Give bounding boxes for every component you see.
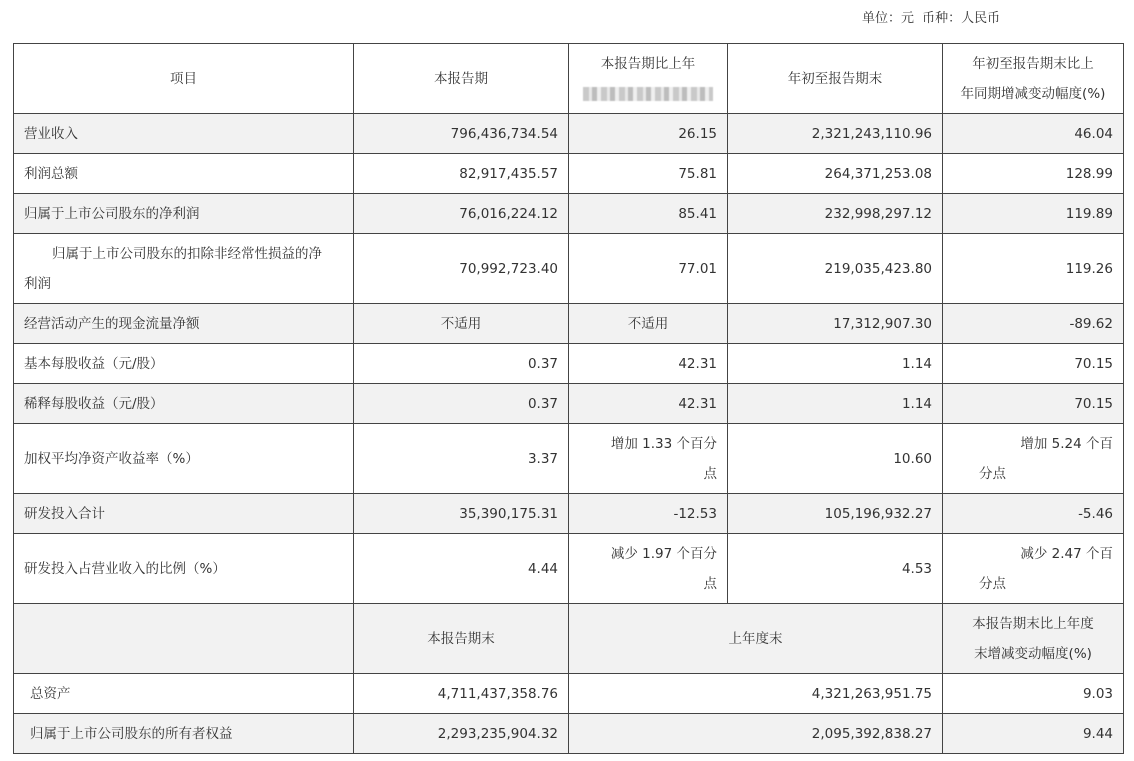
table-row (14, 424, 1124, 494)
header-item: 项目 (14, 44, 354, 114)
cell-period-end: 2,293,235,904.32 (354, 714, 569, 754)
table-header-row (14, 44, 1124, 114)
unit-currency-note (862, 7, 1102, 27)
cell-ytd-change: 128.99 (943, 154, 1124, 194)
header-ytd-vs-last (943, 44, 1124, 114)
cell-current: 3.37 (354, 424, 569, 494)
balance-header-row (14, 604, 1124, 674)
cell-change: 不适用 (569, 304, 728, 344)
currency-label: 币种：人民币 (922, 11, 1001, 26)
cell-ytd-change-line2: 分点 (979, 465, 1006, 482)
row-label-line1: 归属于上市公司股东的扣除非经常性损益的净 (52, 245, 322, 262)
cell-current: 796,436,734.54 (354, 114, 569, 154)
cell-current: 0.37 (354, 344, 569, 384)
cell-ytd-change (943, 424, 1124, 494)
unit-label: 单位：元 (862, 11, 915, 26)
table-row (14, 344, 1124, 384)
cell-ytd: 1.14 (728, 384, 943, 424)
cell-ytd: 105,196,932.27 (728, 494, 943, 534)
cell-ytd-change: 46.04 (943, 114, 1124, 154)
cell-current: 不适用 (354, 304, 569, 344)
header-current-vs-last-text: 本报告期比上年 (600, 55, 696, 72)
balance-header-change-line1: 本报告期末比上年度 (972, 615, 1094, 632)
cell-ytd-change: 119.89 (943, 194, 1124, 234)
cell-current: 70,992,723.40 (354, 234, 569, 304)
balance-header-last-year-end: 上年度末 (569, 604, 943, 674)
cell-ytd: 2,321,243,110.96 (728, 114, 943, 154)
cell-ytd-change-line1: 增加 5.24 个百 (1020, 435, 1113, 452)
cell-change: 26.15 (569, 114, 728, 154)
cell-last-year-end: 4,321,263,951.75 (569, 674, 943, 714)
header-ytd: 年初至报告期末 (728, 44, 943, 114)
table-row (14, 534, 1124, 604)
cell-change: -12.53 (569, 494, 728, 534)
cell-ytd: 232,998,297.12 (728, 194, 943, 234)
cell-balance-change: 9.03 (943, 674, 1124, 714)
header-ytd-vs-last-line1: 年初至报告期末比上 (972, 55, 1094, 72)
cell-current: 0.37 (354, 384, 569, 424)
cell-current: 4.44 (354, 534, 569, 604)
row-label: 总资产 (14, 674, 354, 714)
cell-ytd: 264,371,253.08 (728, 154, 943, 194)
table-row (14, 114, 1124, 154)
table-row (14, 674, 1124, 714)
cell-ytd-change: -5.46 (943, 494, 1124, 534)
row-label: 加权平均净资产收益率（%） (14, 424, 354, 494)
cell-ytd-change-line1: 减少 2.47 个百 (1020, 545, 1113, 562)
cell-current: 82,917,435.57 (354, 154, 569, 194)
cell-ytd-change: 70.15 (943, 344, 1124, 384)
cell-current: 76,016,224.12 (354, 194, 569, 234)
cell-current: 35,390,175.31 (354, 494, 569, 534)
row-label: 研发投入合计 (14, 494, 354, 534)
cell-change-line2: 点 (703, 575, 717, 592)
balance-header-change-line2: 末增减变动幅度(%) (974, 645, 1092, 662)
balance-header-empty (14, 604, 354, 674)
table-row (14, 154, 1124, 194)
table-row (14, 234, 1124, 304)
table-row (14, 194, 1124, 234)
row-label: 归属于上市公司股东的净利润 (14, 194, 354, 234)
cell-ytd: 4.53 (728, 534, 943, 604)
header-current-period: 本报告期 (354, 44, 569, 114)
table-row (14, 384, 1124, 424)
cell-change-line2: 点 (703, 465, 717, 482)
cell-change-line1: 增加 1.33 个百分 (610, 435, 717, 452)
row-label (14, 234, 354, 304)
cell-change-line1: 减少 1.97 个百分 (610, 545, 717, 562)
row-label: 研发投入占营业收入的比例（%） (14, 534, 354, 604)
cell-balance-change: 9.44 (943, 714, 1124, 754)
cell-last-year-end: 2,095,392,838.27 (569, 714, 943, 754)
table-row (14, 494, 1124, 534)
row-label: 基本每股收益（元/股） (14, 344, 354, 384)
cell-ytd-change: 119.26 (943, 234, 1124, 304)
table-row (14, 714, 1124, 754)
row-label: 利润总额 (14, 154, 354, 194)
header-ytd-vs-last-line2: 年同期增减变动幅度(%) (960, 85, 1106, 102)
cell-ytd-change (943, 534, 1124, 604)
cell-period-end: 4,711,437,358.76 (354, 674, 569, 714)
redacted-text (579, 79, 717, 109)
balance-header-change (943, 604, 1124, 674)
cell-ytd: 1.14 (728, 344, 943, 384)
cell-change: 77.01 (569, 234, 728, 304)
cell-ytd-change-line2: 分点 (979, 575, 1006, 592)
cell-change: 85.41 (569, 194, 728, 234)
cell-ytd-change: -89.62 (943, 304, 1124, 344)
row-label: 稀释每股收益（元/股） (14, 384, 354, 424)
cell-change (569, 424, 728, 494)
cell-ytd-change: 70.15 (943, 384, 1124, 424)
cell-ytd: 17,312,907.30 (728, 304, 943, 344)
row-label-line2: 利润 (24, 275, 51, 292)
row-label: 归属于上市公司股东的所有者权益 (14, 714, 354, 754)
balance-header-period-end: 本报告期末 (354, 604, 569, 674)
cell-ytd: 10.60 (728, 424, 943, 494)
financial-data-table (13, 43, 1124, 754)
table-row (14, 304, 1124, 344)
row-label: 经营活动产生的现金流量净额 (14, 304, 354, 344)
cell-change (569, 534, 728, 604)
cell-change: 42.31 (569, 344, 728, 384)
cell-change: 75.81 (569, 154, 728, 194)
header-current-vs-last (569, 44, 728, 114)
cell-change: 42.31 (569, 384, 728, 424)
row-label: 营业收入 (14, 114, 354, 154)
cell-ytd: 219,035,423.80 (728, 234, 943, 304)
